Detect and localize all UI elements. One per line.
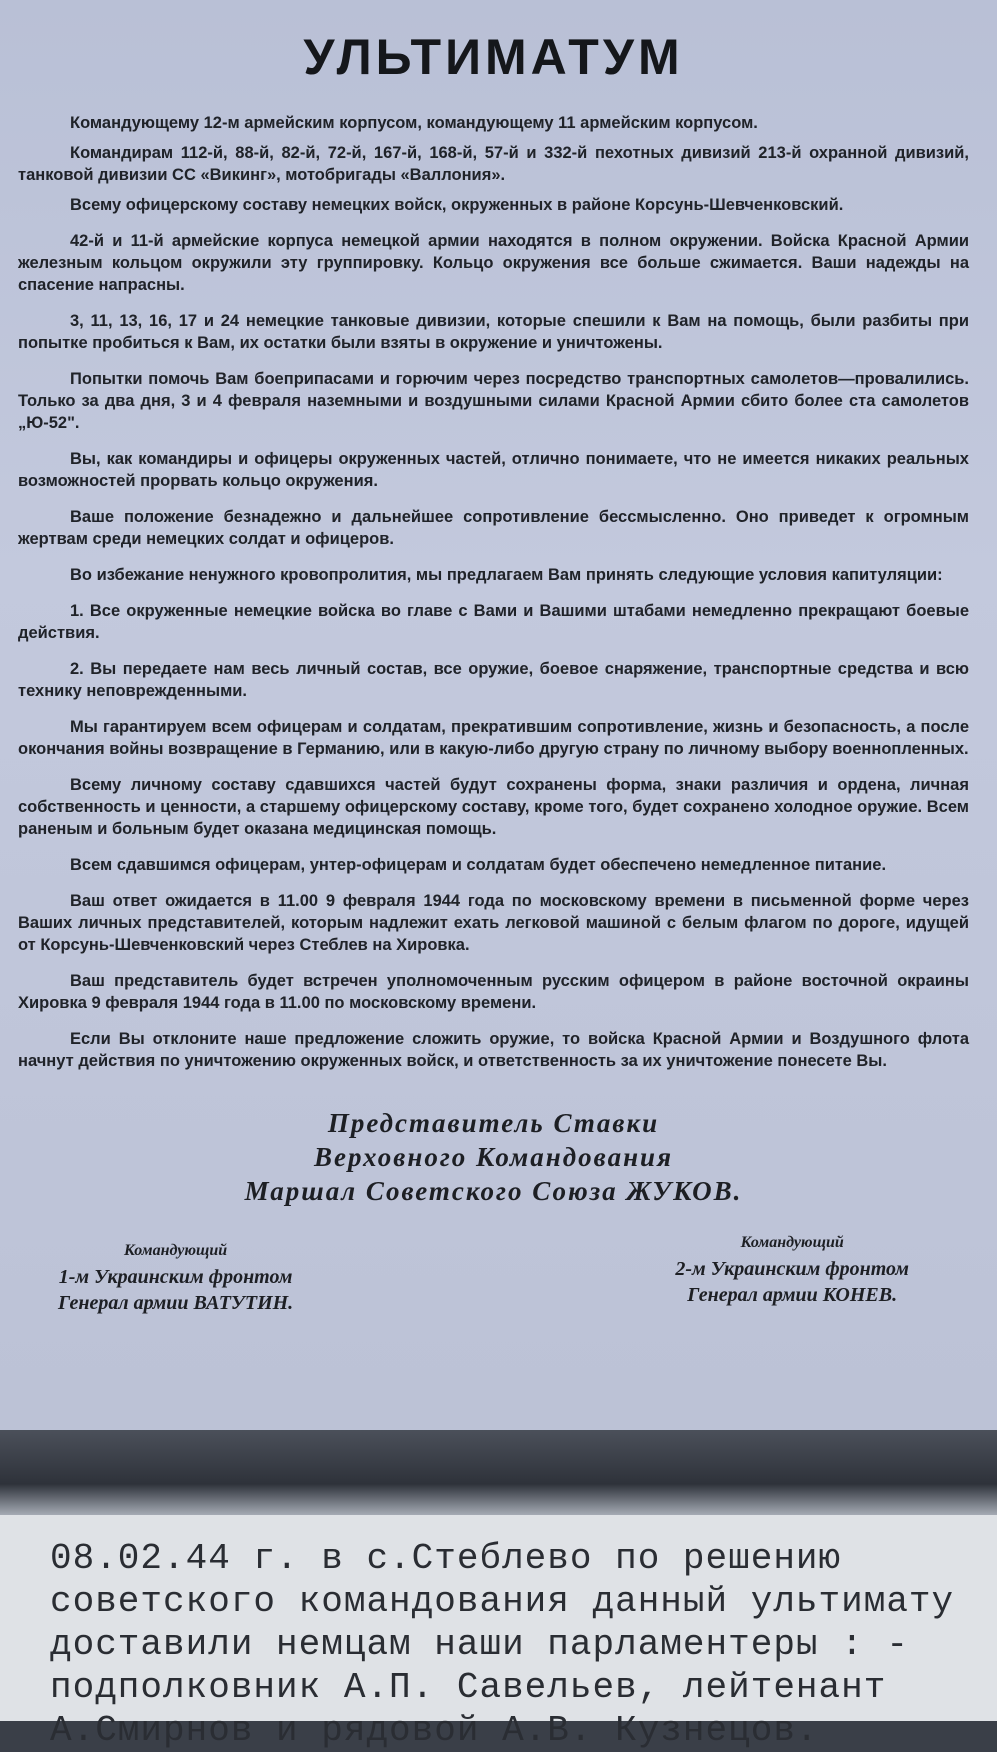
note-line: А.Смирнов и рядовой А.В. Кузнецов. [50,1710,819,1751]
paragraph: Мы гарантируем всем офицерам и солдатам, прекратившим сопротивление, жизнь и безопасность, а после окончания войны возвращение в Германию, или в какую-либо другую страну по личному выбору военнопленных. [18,718,969,758]
note-line: подполковник А.П. Савельев, лейтенант [50,1667,887,1708]
commander-name: Генерал армии КОНЕВ. [687,1284,898,1306]
signature-line: Верховного Командования [314,1142,673,1172]
commander-front: 1-м Украинским фронтом [58,1266,293,1288]
paragraph: Ваш ответ ожидается в 11.00 9 февраля 1944 года по московскому времени в письменной форме через Ваших личных представителей, которым надлежит ехать легковой машиной с белым флагом по дороге, идущей от Корсунь-Шевченковский через Стеблев на Хировка. [18,892,969,954]
commander-role: Командующий [124,1242,228,1259]
document-title: УЛЬТИМАТУМ [303,29,684,85]
paragraph: Командующему 12-м армейским корпусом, командующему 11 армейским корпусом. [70,114,758,132]
paragraph: Всему личному составу сдавшихся частей будут сохранены форма, знаки различия и ордена, личная собственность и ценности, а старшему офицерскому составу, кроме того, будет сохранено холодное оружие. Всем раненым и больным будет оказана медицинская помощь. [18,776,969,838]
paragraph: Всем сдавшимся офицерам, унтер-офицерам и солдатам будет обеспечено немедленное питание. [70,856,887,874]
commander-left [58,1238,293,1316]
paragraph: Если Вы отклоните наше предложение сложить оружие, то войска Красной Армии и Воздушного флота начнут действия по уничтожению окруженных войск, и ответственность за их уничтожение понесете Вы. [18,1030,969,1070]
commanders-row [18,1230,969,1340]
paragraph: 3, 11, 13, 16, 17 и 24 немецкие танковые дивизии, которые спешили к Вам на помощь, были разбиты при попытке пробиться к Вам, их остатки были взяты в окружение и уничтожены. [18,312,969,352]
signature-line: Представитель Ставки [327,1108,660,1138]
paragraph: Вы, как командиры и офицеры окруженных частей, отлично понимаете, что не имеется никаких реальных возможностей прорвать кольцо окружения. [18,450,969,490]
commander-right [675,1230,909,1308]
commander-name: Генерал армии ВАТУТИН. [58,1292,294,1314]
note-line: доставили немцам наши парламентеры : - [50,1624,909,1665]
paragraph: 1. Все окруженные немецкие войска во главе с Вами и Вашими штабами немедленно прекращают боевые действия. [18,602,969,642]
paragraph: Командирам 112-й, 88-й, 82-й, 72-й, 167-й, 168-й, 57-й и 332-й пехотных дивизий 213-й охранной дивизий, танковой дивизии СС «Викинг», мотобригады «Валлония». [18,144,969,184]
paragraph: 42-й и 11-й армейские корпуса немецкой армии находятся в полном окружении. Войска Красной Армии железным кольцом окружили эту группировку. Кольцо окружения все больше сжимается. Ваши надежды на спасение напрасны. [18,232,969,294]
paragraph: Ваше положение безнадежно и дальнейшее сопротивление бессмысленно. Оно приведет к огромным жертвам среди немецких солдат и офицеров. [18,508,969,548]
commander-front: 2-м Украинским фронтом [675,1258,909,1280]
paragraph: Ваш представитель будет встречен уполномоченным русским офицером в районе восточной окраины Хировка 9 февраля 1944 года в 11.00 по московскому времени. [18,972,969,1012]
note-line: советского командования данный ультимату [50,1581,955,1622]
commander-role: Командующий [740,1234,844,1251]
paragraph: Попытки помочь Вам боеприпасами и горючим через посредство транспортных самолетов—провалились. Только за два дня, 3 и 4 февраля наземными и воздушными силами Красной Армии сбито более ста самолетов „Ю-52". [18,370,969,432]
paragraph: Всему офицерскому составу немецких войск, окруженных в районе Корсунь-Шевченковский. [70,196,844,214]
note-line: 08.02.44 г. в с.Стеблево по решению [50,1538,842,1579]
typewritten-note [0,1515,997,1751]
signature-line: Маршал Советского Союза ЖУКОВ. [244,1176,743,1206]
paragraph: 2. Вы передаете нам весь личный состав, все оружие, боевое снаряжение, транспортные средства и всю технику неповрежденными. [18,660,969,700]
paragraph: Во избежание ненужного кровопролития, мы предлагаем Вам принять следующие условия капитуляции: [70,566,943,584]
photo-edge-divider [0,1430,997,1520]
signature-block [18,1106,969,1340]
